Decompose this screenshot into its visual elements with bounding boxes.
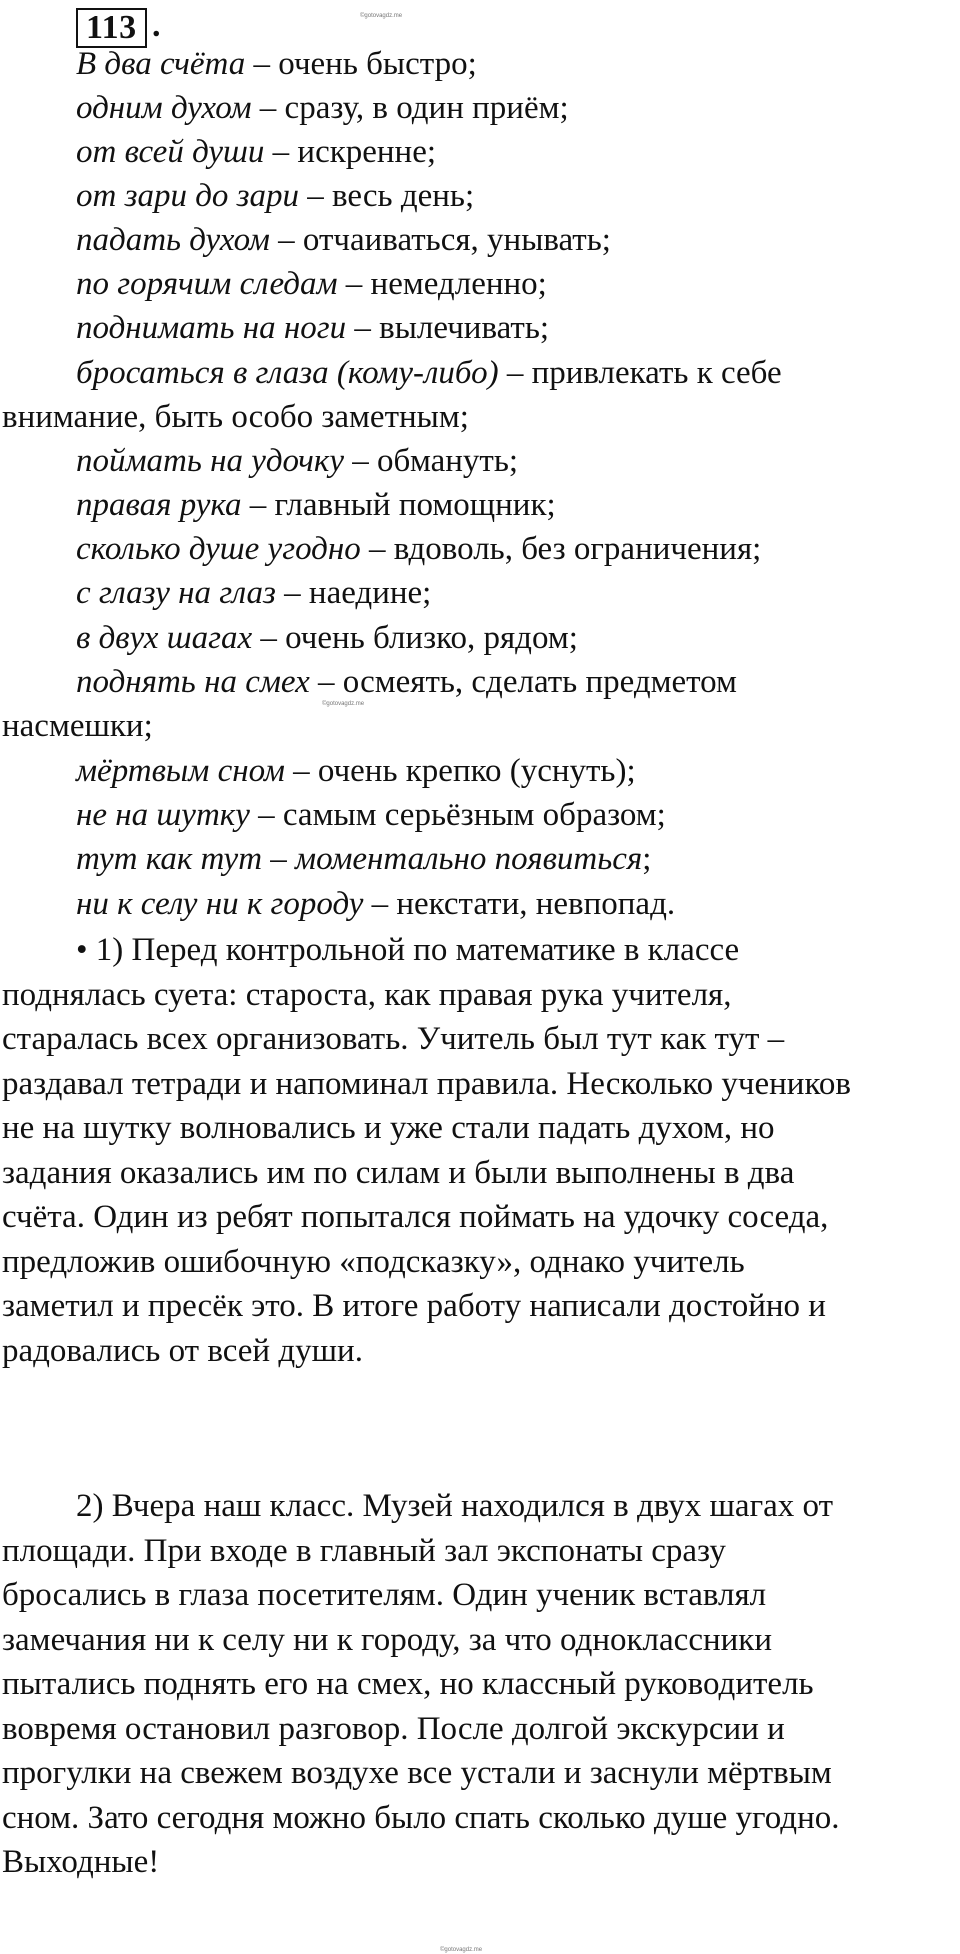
idiom-phrase: правая рука [76, 487, 242, 523]
paragraph-line: прогулки на свежем воздухе все устали и заснули мёртвым [2, 1755, 832, 1791]
paragraph-line: заметил и пресёк это. В итоге работу написали достойно и [2, 1288, 826, 1324]
idiom-line [76, 751, 636, 791]
idiom-phrase: от всей души [76, 134, 265, 170]
paragraph-line: старалась всех организовать. Учитель был тут как тут – [2, 1021, 785, 1057]
idiom-meaning: – искренне; [264, 134, 437, 170]
paragraph-line: поднялась суета: староста, как правая рука учителя, [2, 976, 732, 1013]
idiom-phrase: поднимать на ноги [76, 310, 347, 346]
paragraph-line: радовались от всей души. [2, 1332, 363, 1369]
paragraph-line: 2) Вчера наш класс. Музей находился в двух шагах от [76, 1488, 833, 1524]
idiom-phrase: не на шутку [76, 797, 250, 833]
watermark: ©gotovagdz.me [322, 701, 365, 707]
idiom-continuation: насмешки; [2, 708, 153, 744]
idiom-phrase: поднять на смех [76, 664, 310, 700]
idiom-phrase: одним духом [76, 90, 252, 126]
paragraph-1 [2, 928, 960, 1373]
idiom-phrase: с глазу на глаз [76, 575, 276, 611]
idiom-line [76, 529, 761, 569]
idiom-phrase: мёртвым сном [76, 753, 285, 789]
watermark: ©gotovagdz.me [360, 13, 403, 19]
idiom-phrase: по горячим следам [76, 266, 338, 302]
idiom-continuation: внимание, быть особо заметным; [2, 399, 469, 435]
idiom-phrase: в двух шагах [76, 620, 253, 656]
paragraph-line: • 1) Перед контрольной по математике в классе [76, 932, 740, 968]
idiom-phrase: ни к селу ни к городу [76, 886, 364, 922]
idiom-meaning: – немедленно; [337, 266, 547, 302]
idiom-line [76, 353, 782, 393]
idiom-phrase: тут как тут – моментально появиться [76, 841, 643, 877]
exercise-number-dot: . [152, 7, 161, 44]
paragraph-line: сном. Зато сегодня можно было спать сколько душе угодно. [2, 1799, 840, 1836]
idiom-meaning: – некстати, невпопад. [363, 886, 676, 922]
idiom-line [76, 264, 547, 304]
idiom-meaning: – привлекать к себе [498, 355, 782, 391]
idiom-line [76, 618, 578, 658]
idiom-phrase: сколько душе угодно [76, 531, 361, 567]
idiom-meaning: – самым серьёзным образом; [249, 797, 666, 833]
paragraph-line: вовремя остановил разговор. После долгой экскурсии и [2, 1710, 785, 1747]
idiom-line [76, 44, 477, 84]
idiom-meaning: – сразу, в один приём; [251, 90, 569, 126]
idiom-line [76, 441, 518, 481]
idiom-meaning: – вдоволь, без ограничения; [360, 531, 762, 567]
paragraph-line: Выходные! [2, 1844, 160, 1880]
idiom-line [76, 132, 436, 172]
idiom-meaning: – весь день; [299, 178, 475, 214]
idiom-meaning: – очень близко, рядом; [252, 620, 578, 656]
idiom-phrase: бросаться в глаза (кому-либо) [76, 355, 499, 391]
paragraph-line: бросались в глаза посетителям. Один ученик вставлял [2, 1577, 767, 1613]
paragraph-line: задания оказались им по силам и были выполнены в два [2, 1154, 795, 1191]
paragraph-line: раздавал тетради и напоминал правила. Несколько учеников [2, 1065, 851, 1102]
idiom-meaning: – главный помощник; [241, 487, 556, 523]
paragraph-line: пытались поднять его на смех, но классный руководитель [2, 1666, 814, 1702]
idiom-line [76, 308, 549, 348]
idiom-meaning: – отчаиваться, унывать; [269, 222, 611, 258]
exercise-number: 113 [76, 8, 147, 48]
paragraph-line: предложив ошибочную «подсказку», однако учитель [2, 1243, 745, 1280]
idiom-meaning: – очень крепко (уснуть); [284, 753, 636, 789]
idiom-line [76, 884, 675, 924]
idiom-phrase: падать духом [76, 222, 270, 258]
idiom-line [76, 839, 651, 879]
paragraph-line: счёта. Один из ребят попытался поймать на удочку соседа, [2, 1199, 829, 1235]
paragraph-line: замечания ни к селу ни к городу, за что одноклассники [2, 1621, 772, 1658]
idiom-line [76, 220, 611, 260]
idiom-line [76, 485, 556, 525]
idiom-line [76, 88, 569, 128]
idiom-meaning: – осмеять, сделать предметом [309, 664, 737, 700]
idiom-meaning: – наедине; [275, 575, 432, 611]
paragraph-2 [2, 1484, 960, 1885]
idiom-meaning: – вылечивать; [346, 310, 550, 346]
idiom-meaning: – обмануть; [344, 443, 519, 479]
watermark: ©gotovagdz.me [440, 1947, 483, 1953]
idiom-phrase: поймать на удочку [76, 443, 344, 479]
idiom-line [76, 795, 666, 835]
idiom-line [76, 662, 737, 702]
idiom-meaning: – очень быстро; [245, 46, 477, 82]
idiom-phrase: В два счёта [76, 46, 246, 82]
idiom-line [76, 176, 474, 216]
paragraph-line: площади. При входе в главный зал экспонаты сразу [2, 1532, 726, 1569]
idiom-line [76, 573, 431, 613]
idiom-meaning: ; [642, 841, 652, 877]
paragraph-line: не на шутку волновались и уже стали падать духом, но [2, 1110, 775, 1146]
idiom-phrase: от зари до зари [76, 178, 300, 214]
